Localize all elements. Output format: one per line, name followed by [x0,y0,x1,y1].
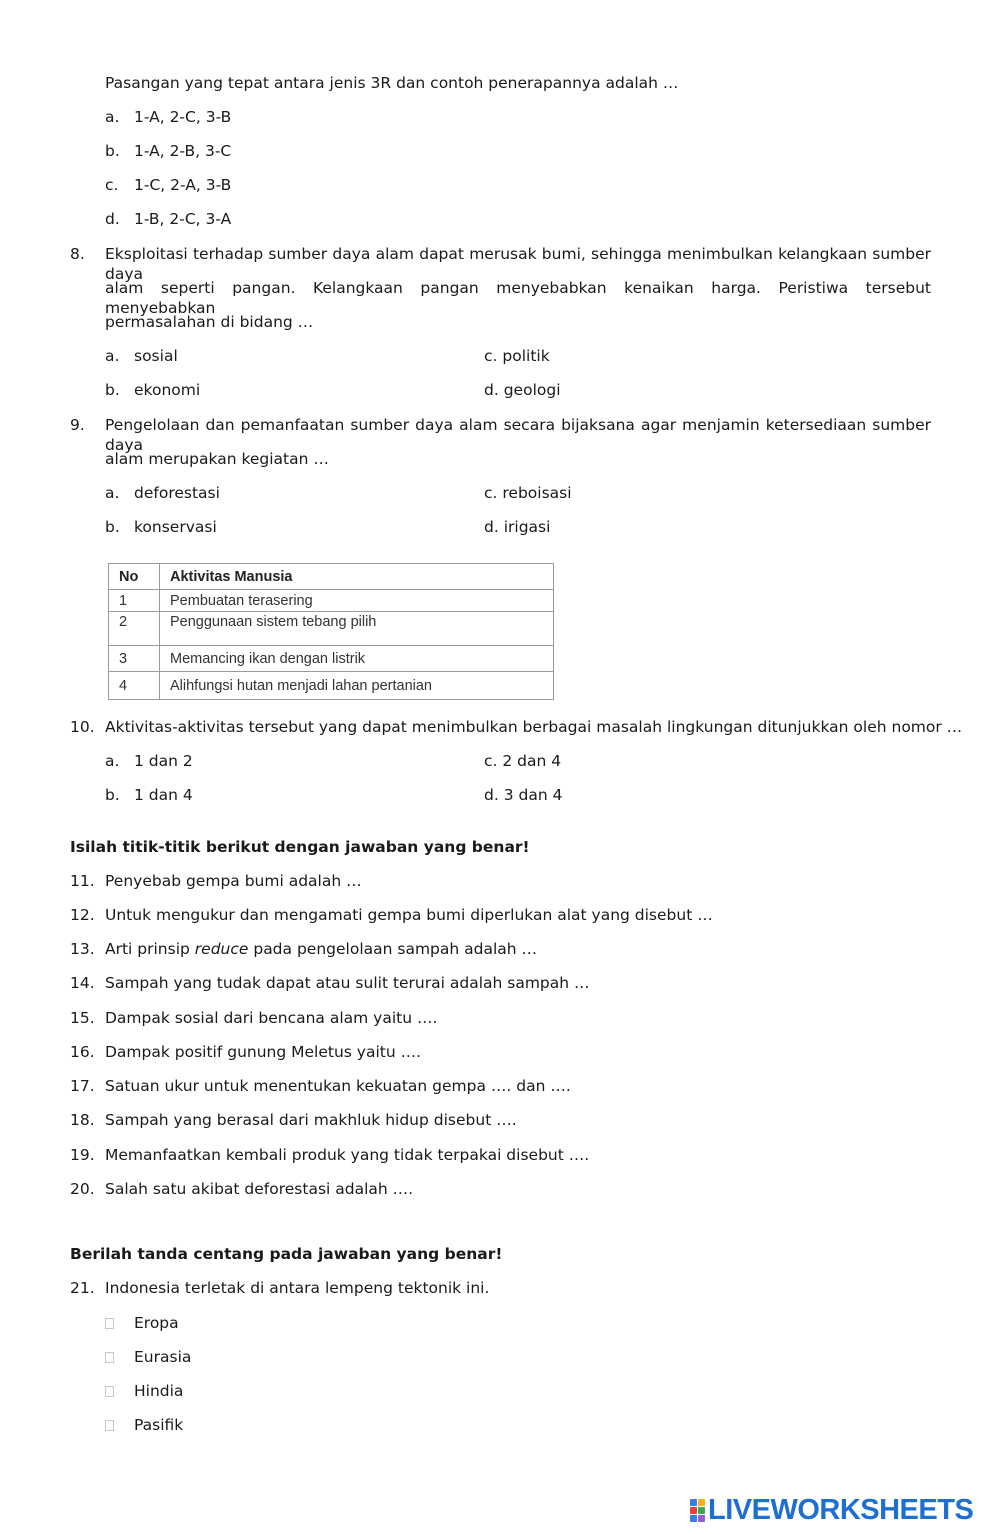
table-cell: 4 [109,672,160,700]
section-heading: Berilah tanda centang pada jawaban yang benar! [70,1245,503,1263]
option-text: 1-A, 2-B, 3-C [134,142,232,160]
question-number: 20. [70,1180,95,1198]
table-cell: 2 [109,612,160,646]
section-heading: Isilah titik-titik berikut dengan jawaban yang benar! [70,838,530,856]
option-text: 1 dan 4 [134,786,193,804]
question-number: 17. [70,1077,95,1095]
question-number: 18. [70,1111,95,1129]
question-text: Untuk mengukur dan mengamati gempa bumi diperlukan alat yang disebut … [105,906,713,924]
option-letter: a. [105,752,120,770]
option-text: 1-A, 2-C, 3-B [134,108,232,126]
question-text: Penyebab gempa bumi adalah … [105,872,362,890]
question-text: Satuan ukur untuk menentukan kekuatan gempa …. dan …. [105,1077,571,1095]
option-text: 1 dan 2 [134,752,193,770]
option-text: deforestasi [134,484,220,502]
table-row [109,646,554,672]
question-text: Sampah yang tudak dapat atau sulit terurai adalah sampah … [105,974,590,992]
option-text: c. 2 dan 4 [484,752,562,770]
logo-tile [690,1515,697,1522]
question-number: 10. [70,718,95,736]
question-text: Arti prinsip reduce pada pengelolaan sampah adalah … [105,940,538,958]
option-text: d. geologi [484,381,561,399]
table-header-row [109,564,554,590]
option-letter: b. [105,786,120,804]
question-text: Dampak positif gunung Meletus yaitu …. [105,1043,422,1061]
option-letter: a. [105,347,120,365]
question-21-text: Indonesia terletak di antara lempeng tektonik ini. [105,1279,490,1297]
choice-checkbox[interactable] [105,1352,114,1363]
option-letter: a. [105,108,120,126]
question-9-line: Pengelolaan dan pemanfaatan sumber daya alam secara bijaksana agar menjamin ketersediaan sumber daya [105,416,931,454]
choice-label: Eropa [134,1314,179,1332]
option-text: c. politik [484,347,550,365]
question-text: Dampak sosial dari bencana alam yaitu …. [105,1009,438,1027]
liveworksheets-logo[interactable] [690,1494,974,1526]
table-header-cell: Aktivitas Manusia [160,564,554,590]
table-row [109,672,554,700]
option-text: ekonomi [134,381,201,399]
logo-tile [690,1507,697,1514]
option-letter: b. [105,381,120,399]
question-number: 12. [70,906,95,924]
question-8-line: Eksploitasi terhadap sumber daya alam dapat merusak bumi, sehingga menimbulkan kelangkaan sumber daya [105,245,931,283]
choice-checkbox[interactable] [105,1318,114,1329]
logo-grid-icon [690,1499,705,1522]
choice-label: Hindia [134,1382,184,1400]
question-number: 14. [70,974,95,992]
option-text: sosial [134,347,178,365]
question-number: 21. [70,1279,95,1297]
logo-tile [690,1499,697,1506]
option-letter: c. [105,176,119,194]
question-number: 8. [70,245,85,263]
option-letter: b. [105,142,120,160]
option-text: 1-C, 2-A, 3-B [134,176,232,194]
question-8-line: permasalahan di bidang … [105,313,314,331]
logo-text: LIVEWORKSHEETS [708,1494,974,1526]
table-cell: 1 [109,590,160,612]
table-cell: Pembuatan terasering [160,590,554,612]
question-number: 13. [70,940,95,958]
logo-tile [698,1507,705,1514]
question-number: 11. [70,872,95,890]
option-letter: b. [105,518,120,536]
choice-checkbox[interactable] [105,1386,114,1397]
question-text: Sampah yang berasal dari makhluk hidup disebut …. [105,1111,517,1129]
logo-tile [698,1499,705,1506]
question-number: 16. [70,1043,95,1061]
table-row [109,612,554,646]
logo-tile [698,1515,705,1522]
choice-checkbox[interactable] [105,1420,114,1431]
table-row [109,590,554,612]
option-text: d. 3 dan 4 [484,786,563,804]
question-10-text: Aktivitas-aktivitas tersebut yang dapat menimbulkan berbagai masalah lingkungan ditunjukkan oleh nomor … [105,718,963,736]
activity-table [108,563,554,700]
question-9-line: alam merupakan kegiatan … [105,450,329,468]
option-letter: a. [105,484,120,502]
option-text: c. reboisasi [484,484,572,502]
table-cell: Penggunaan sistem tebang pilih [160,612,554,646]
option-text: konservasi [134,518,217,536]
table-header-cell: No [109,564,160,590]
question-number: 15. [70,1009,95,1027]
option-letter: d. [105,210,120,228]
question-text: Memanfaatkan kembali produk yang tidak terpakai disebut …. [105,1146,590,1164]
question-number: 19. [70,1146,95,1164]
option-text: d. irigasi [484,518,551,536]
table-cell: Alihfungsi hutan menjadi lahan pertanian [160,672,554,700]
choice-label: Pasifik [134,1416,184,1434]
question-number: 9. [70,416,85,434]
table-cell: 3 [109,646,160,672]
question-text: Salah satu akibat deforestasi adalah …. [105,1180,414,1198]
choice-label: Eurasia [134,1348,192,1366]
table-cell: Memancing ikan dengan listrik [160,646,554,672]
option-text: 1-B, 2-C, 3-A [134,210,232,228]
question-8-line: alam seperti pangan. Kelangkaan pangan menyebabkan kenaikan harga. Peristiwa tersebut menyebabkan [105,279,931,317]
question-7-text: Pasangan yang tepat antara jenis 3R dan contoh penerapannya adalah … [105,74,679,92]
